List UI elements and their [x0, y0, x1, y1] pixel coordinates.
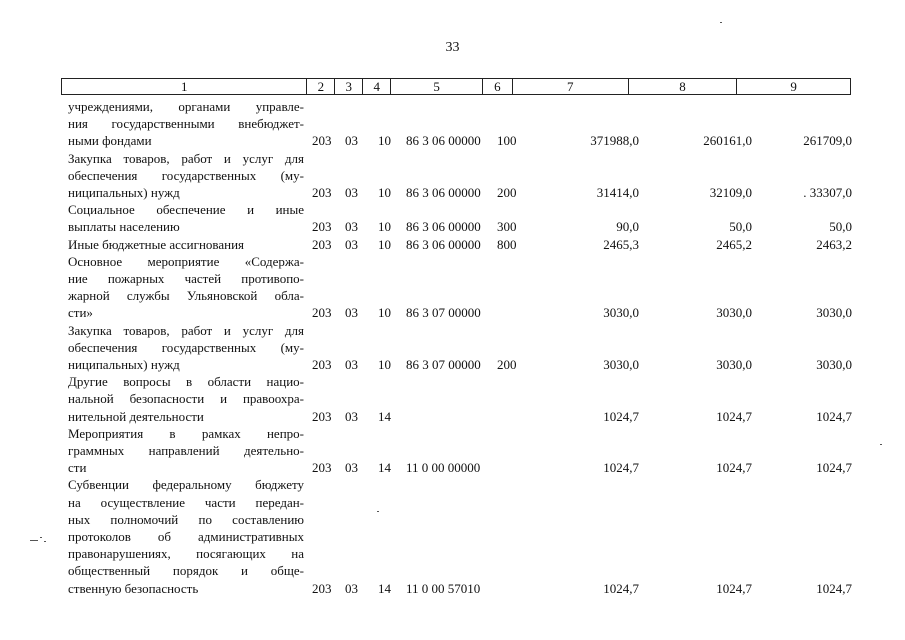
header-col-2: 2 — [306, 79, 334, 94]
table-row — [0, 201, 905, 235]
table-row — [0, 253, 905, 322]
cell-col-9: 1024,7 — [816, 460, 852, 476]
cell-col-8: 3030,0 — [716, 305, 752, 321]
scan-mark — [40, 537, 42, 538]
description-line: Социальное обеспечение и иные — [68, 202, 304, 218]
description-line: ниципальных) нужд — [68, 357, 180, 372]
description-line: нительной деятельности — [68, 408, 204, 424]
description-line: нальной безопасности и правоохра- — [68, 391, 304, 407]
scan-mark — [720, 22, 722, 23]
cell-col-2: 203 — [312, 356, 332, 372]
cell-col-5: 86 3 07 00000 — [406, 305, 481, 321]
cell-col-2: 203 — [312, 460, 332, 476]
cell-col-9: 1024,7 — [816, 408, 852, 424]
description-line: выплаты населению — [68, 219, 180, 235]
cell-col-8: 1024,7 — [716, 580, 752, 596]
description-line: на осуществление части передан- — [68, 494, 304, 510]
table-row — [0, 322, 905, 374]
table-row — [0, 150, 905, 202]
description-line: учреждениями, органами управле- — [68, 99, 304, 114]
cell-col-6: 300 — [497, 219, 517, 235]
description-line: ниципальных) нужд — [68, 185, 180, 200]
cell-col-4: 10 — [378, 356, 391, 372]
table-row — [0, 98, 905, 150]
description-line: Мероприятия в рамках непро- — [68, 425, 304, 441]
description-line: обеспечения государственных (му- — [68, 339, 304, 355]
description-line: жарной службы Ульяновской обла- — [68, 288, 304, 304]
cell-col-2: 203 — [312, 408, 332, 424]
row-description — [68, 425, 304, 477]
description-line: Субвенции федеральному бюджету — [68, 477, 304, 493]
row-description — [68, 476, 304, 596]
description-line: общественный порядок и обще- — [68, 563, 304, 579]
cell-col-9: 1024,7 — [816, 580, 852, 596]
header-col-3: 3 — [334, 79, 362, 94]
cell-col-8: 1024,7 — [716, 460, 752, 476]
cell-col-6: 100 — [497, 133, 517, 149]
scan-mark — [30, 540, 38, 541]
cell-col-7: 31414,0 — [596, 184, 639, 200]
row-description — [68, 253, 304, 322]
cell-col-2: 203 — [312, 580, 332, 596]
cell-col-6: 200 — [497, 184, 517, 200]
description-line: ние пожарных частей противопо- — [68, 271, 304, 286]
cell-col-5: 86 3 06 00000 — [406, 236, 481, 252]
cell-col-3: 03 — [345, 219, 358, 235]
scan-mark — [44, 541, 46, 542]
table-row — [0, 476, 905, 596]
cell-col-8: 260161,0 — [703, 133, 752, 149]
cell-col-8: 32109,0 — [709, 184, 752, 200]
cell-col-8: 50,0 — [729, 219, 752, 235]
description-line: сти — [68, 460, 87, 476]
cell-col-8: 1024,7 — [716, 408, 752, 424]
header-col-5: 5 — [390, 79, 482, 94]
description-line: ными фондами — [68, 133, 152, 149]
row-description — [68, 98, 304, 150]
cell-col-5: 86 3 06 00000 — [406, 133, 481, 149]
page-number: 33 — [445, 40, 460, 55]
row-description — [68, 150, 304, 202]
cell-col-4: 14 — [378, 460, 391, 476]
cell-col-3: 03 — [345, 236, 358, 252]
header-col-1: 1 — [180, 79, 188, 94]
cell-col-5: 86 3 07 00000 — [406, 356, 481, 372]
cell-col-7: 1024,7 — [603, 408, 639, 424]
cell-col-4: 10 — [378, 133, 391, 149]
description-line: сти» — [68, 305, 93, 321]
description-line: протоколов об административных — [68, 529, 304, 544]
cell-col-5: 11 0 00 57010 — [406, 580, 481, 596]
row-description — [68, 373, 304, 425]
description-line: правонарушениях, посягающих на — [68, 546, 304, 562]
cell-col-4: 10 — [378, 305, 391, 321]
cell-col-6: 200 — [497, 356, 517, 372]
cell-col-3: 03 — [345, 305, 358, 321]
cell-col-5: 86 3 06 00000 — [406, 184, 481, 200]
table-row — [0, 373, 905, 425]
cell-col-9: . 33307,0 — [803, 184, 852, 200]
cell-col-9: 3030,0 — [816, 356, 852, 372]
scan-mark — [880, 444, 882, 445]
cell-col-3: 03 — [345, 133, 358, 149]
cell-col-8: 2465,2 — [716, 236, 752, 252]
cell-col-9: 3030,0 — [816, 305, 852, 321]
cell-col-3: 03 — [345, 356, 358, 372]
cell-col-9: 2463,2 — [816, 236, 852, 252]
header-col-7: 7 — [512, 79, 628, 94]
cell-col-7: 1024,7 — [603, 460, 639, 476]
cell-col-9: 261709,0 — [803, 133, 852, 149]
cell-col-2: 203 — [312, 133, 332, 149]
cell-col-2: 203 — [312, 184, 332, 200]
description-line: Другие вопросы в области нацио- — [68, 374, 304, 390]
cell-col-7: 3030,0 — [603, 305, 639, 321]
cell-col-9: 50,0 — [829, 219, 852, 235]
cell-col-7: 1024,7 — [603, 580, 639, 596]
cell-col-4: 10 — [378, 184, 391, 200]
cell-col-4: 14 — [378, 580, 391, 596]
table-header — [61, 78, 851, 95]
scan-mark — [377, 511, 379, 512]
cell-col-2: 203 — [312, 219, 332, 235]
description-line: ных полномочий по составлению — [68, 511, 304, 527]
cell-col-7: 2465,3 — [603, 236, 639, 252]
cell-col-5: 11 0 00 00000 — [406, 460, 481, 476]
cell-col-5: 86 3 06 00000 — [406, 219, 481, 235]
description-line: ственную безопасность — [68, 580, 199, 596]
table-row — [0, 236, 905, 253]
cell-col-7: 3030,0 — [603, 356, 639, 372]
table-row — [0, 425, 905, 477]
cell-col-4: 10 — [378, 236, 391, 252]
cell-col-3: 03 — [345, 184, 358, 200]
description-line: Основное мероприятие «Содержа- — [68, 253, 304, 269]
description-line: Иные бюджетные ассигнования — [68, 236, 245, 252]
description-line: граммных направлений деятельно- — [68, 443, 304, 458]
cell-col-6: 800 — [497, 236, 517, 252]
description-line: обеспечения государственных (му- — [68, 167, 304, 183]
description-line: Закупка товаров, работ и услуг для — [68, 150, 304, 166]
header-col-4: 4 — [362, 79, 390, 94]
row-description — [68, 322, 304, 374]
header-col-8: 8 — [628, 79, 737, 94]
header-col-6: 6 — [482, 79, 512, 94]
cell-col-2: 203 — [312, 236, 332, 252]
row-description — [68, 236, 304, 253]
cell-col-7: 371988,0 — [590, 133, 639, 149]
cell-col-3: 03 — [345, 580, 358, 596]
row-description — [68, 201, 304, 235]
cell-col-7: 90,0 — [616, 219, 639, 235]
description-line: ния государственными внебюджет- — [68, 116, 304, 132]
cell-col-3: 03 — [345, 408, 358, 424]
cell-col-4: 10 — [378, 219, 391, 235]
cell-col-4: 14 — [378, 408, 391, 424]
cell-col-2: 203 — [312, 305, 332, 321]
cell-col-3: 03 — [345, 460, 358, 476]
description-line: Закупка товаров, работ и услуг для — [68, 322, 304, 338]
header-col-9: 9 — [736, 79, 850, 94]
cell-col-8: 3030,0 — [716, 356, 752, 372]
